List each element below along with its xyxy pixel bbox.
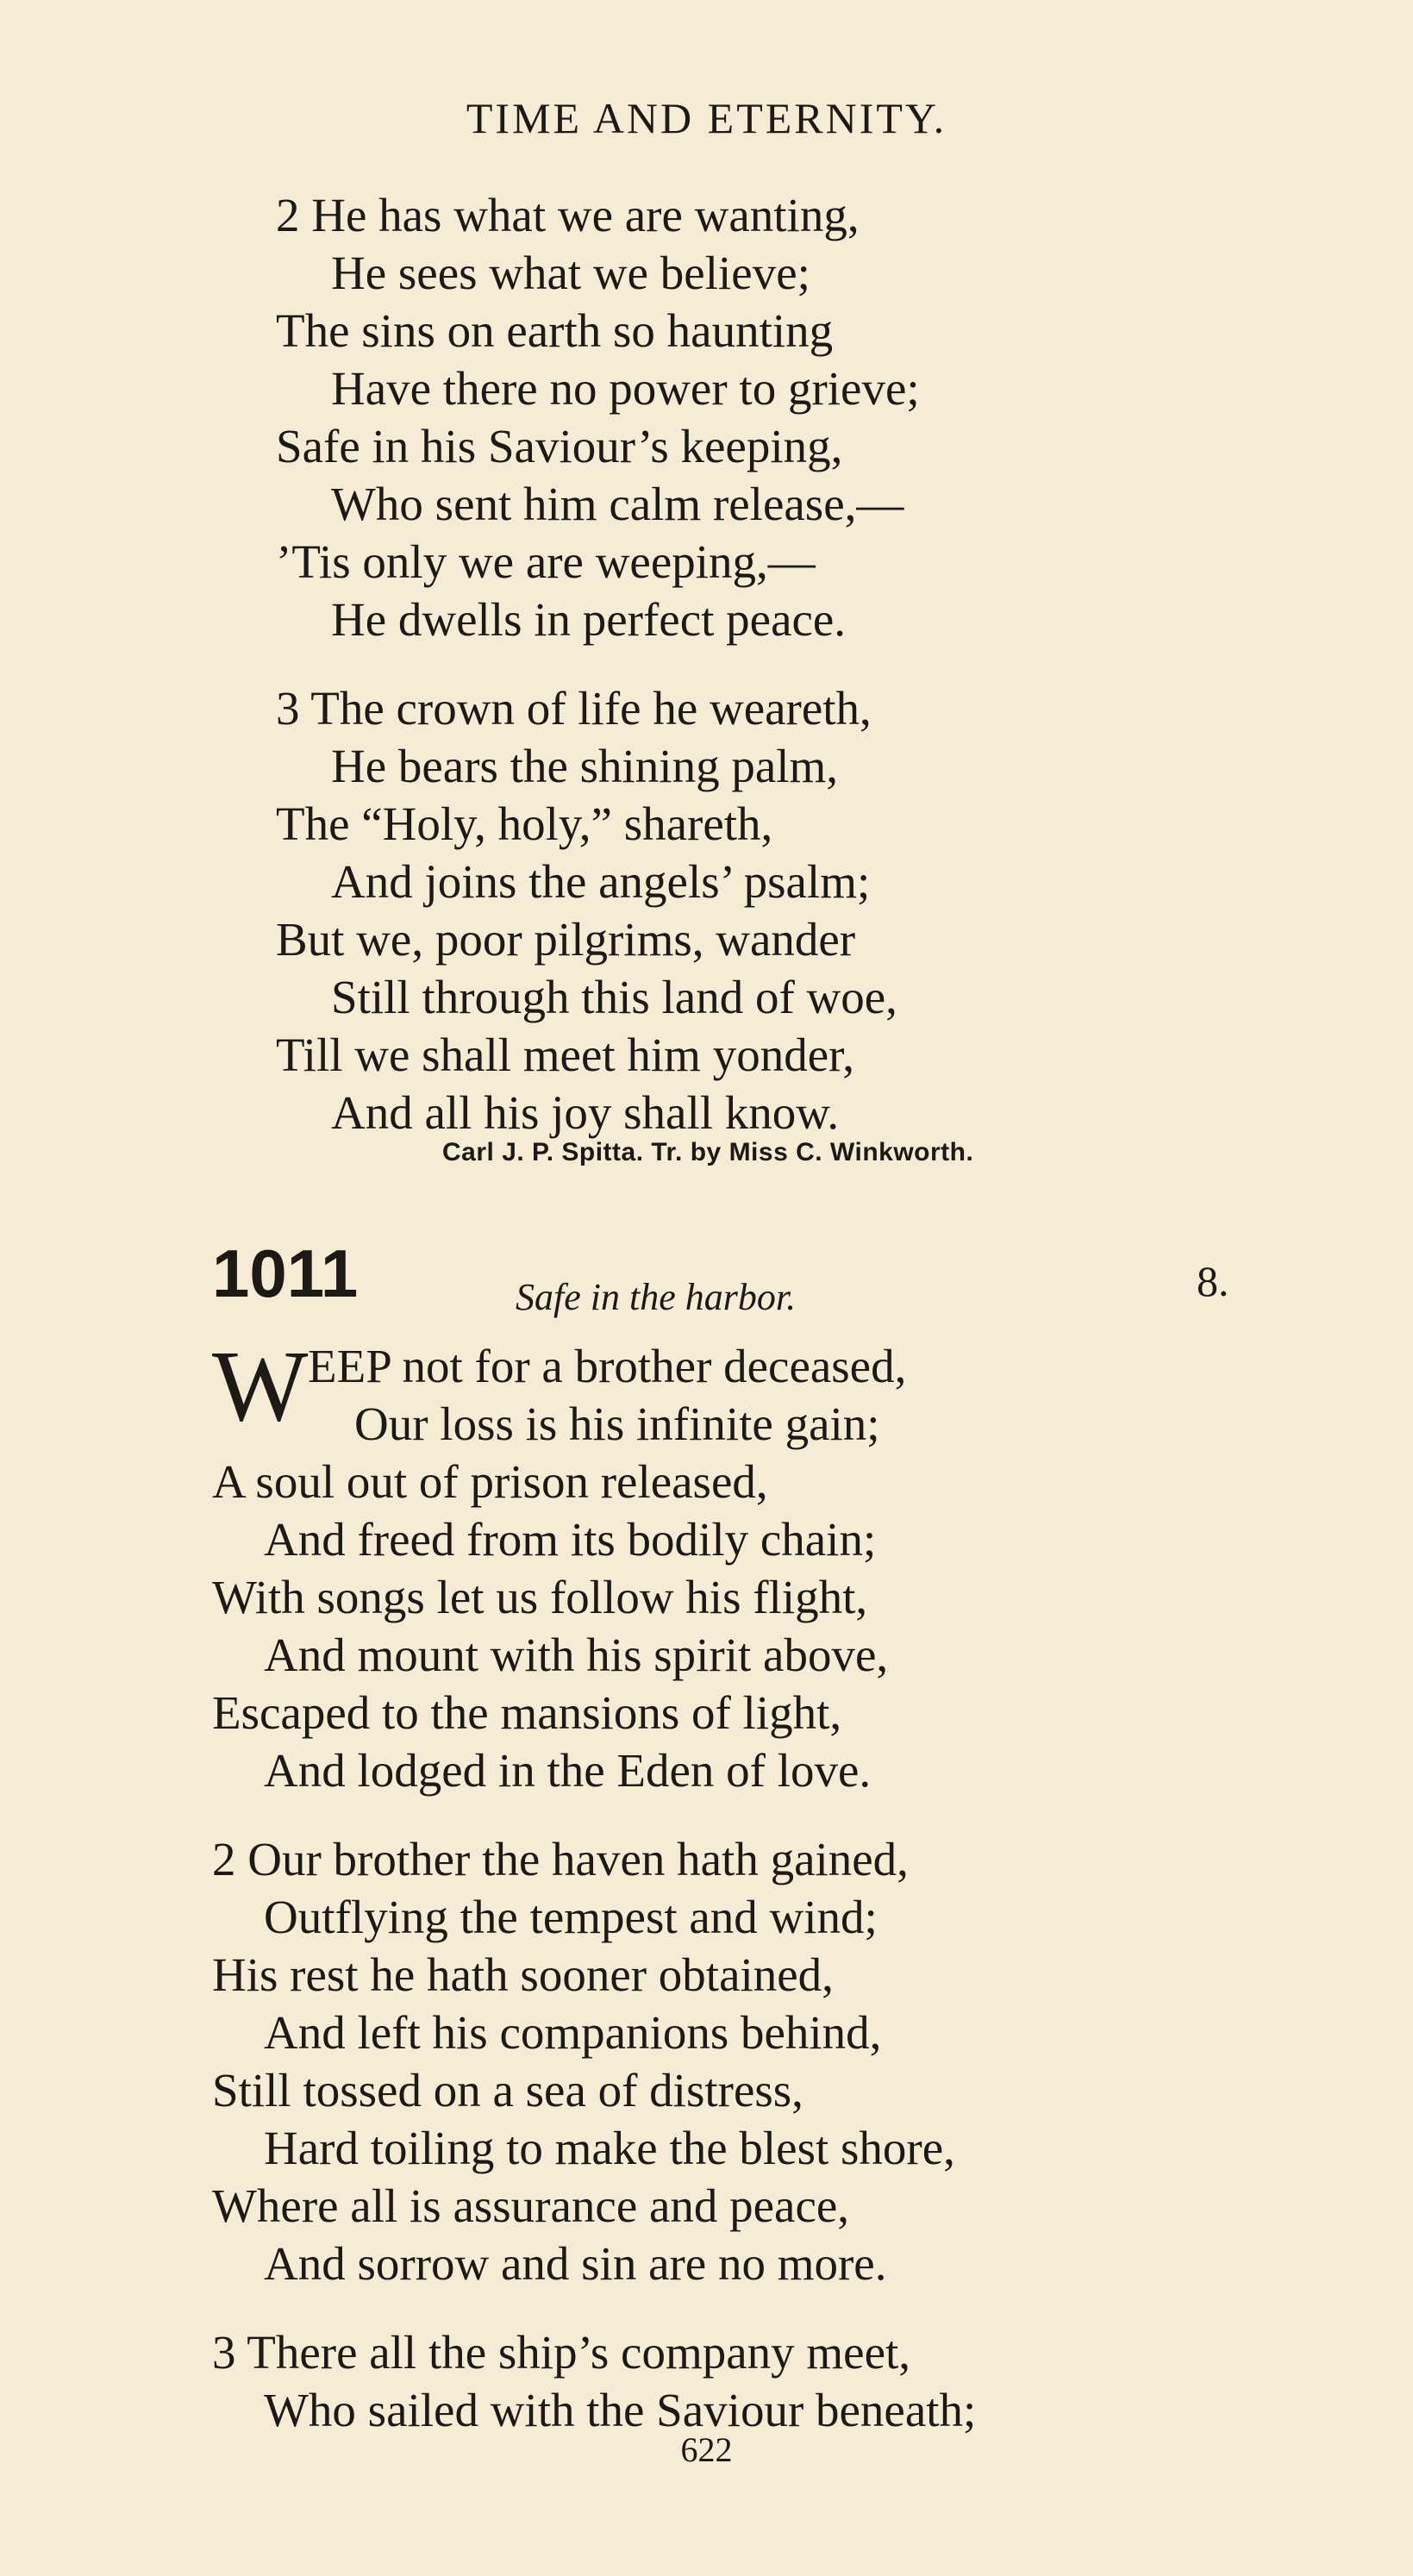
verse-line: And all his joy shall know. xyxy=(331,1086,840,1139)
verse-line: 2 Our brother the haven hath gained, xyxy=(212,1833,909,1885)
verse-line: And mount with his spirit above, xyxy=(264,1629,889,1681)
verse-line: And joins the angels’ psalm; xyxy=(331,855,871,908)
verse-line: EEP not for a brother deceased, xyxy=(308,1340,907,1392)
verse-line: With songs let us follow his flight, xyxy=(212,1571,868,1623)
verse-line: 2 He has what we are wanting, xyxy=(276,189,860,241)
hymn-meter: 8. xyxy=(1197,1257,1229,1305)
verse-line: Hard toiling to make the blest shore, xyxy=(264,2122,955,2174)
verse-line: The sins on earth so haunting xyxy=(276,304,834,357)
verse-line: Still through this land of woe, xyxy=(331,971,897,1023)
verse-line: Who sent him calm release,— xyxy=(331,478,904,530)
verse-line: ’Tis only we are weeping,— xyxy=(276,535,816,588)
verse-line: But we, poor pilgrims, wander xyxy=(276,913,856,966)
verse-line: He sees what we believe; xyxy=(331,247,810,299)
verse-line: The “Holy, holy,” shareth, xyxy=(276,797,773,850)
page-number: 622 xyxy=(680,2430,733,2469)
verse-line: Our loss is his infinite gain; xyxy=(354,1397,880,1450)
verse-line: Have there no power to grieve; xyxy=(331,362,920,415)
verse-line: Escaped to the mansions of light, xyxy=(212,1686,842,1739)
verse-line: He dwells in perfect peace. xyxy=(331,593,847,646)
verse-line: His rest he hath sooner obtained, xyxy=(212,1948,834,2001)
hymn-number: 1011 xyxy=(212,1235,359,1311)
verse-line: And left his companions behind, xyxy=(264,2006,882,2059)
verse-line: Till we shall meet him yonder, xyxy=(276,1029,854,1081)
verse-line: Who sailed with the Saviour beneath; xyxy=(264,2384,977,2436)
hymn-attribution: Carl J. P. Spitta. Tr. by Miss C. Winkworth. xyxy=(442,1138,974,1166)
verse-line: 3 There all the ship’s company meet, xyxy=(212,2326,911,2379)
running-head: TIME AND ETERNITY. xyxy=(466,94,947,142)
verse-line: Safe in his Saviour’s keeping, xyxy=(276,420,843,472)
verse-line: Still tossed on a sea of distress, xyxy=(212,2064,803,2116)
verse-line: Outflying the tempest and wind; xyxy=(264,1891,878,1943)
verse-line: Where all is assurance and peace, xyxy=(212,2179,850,2232)
drop-cap: W xyxy=(212,1329,309,1442)
verse-line: He bears the shining palm, xyxy=(331,740,839,792)
verse-line: And lodged in the Eden of love. xyxy=(264,1744,872,1797)
verse-line: And sorrow and sin are no more. xyxy=(264,2237,887,2290)
hymn-title: Safe in the harbor. xyxy=(516,1276,797,1318)
verse-line: And freed from its bodily chain; xyxy=(264,1513,877,1566)
verse-line: 3 The crown of life he weareth, xyxy=(276,682,872,735)
verse-line: A soul out of prison released, xyxy=(212,1455,768,1508)
